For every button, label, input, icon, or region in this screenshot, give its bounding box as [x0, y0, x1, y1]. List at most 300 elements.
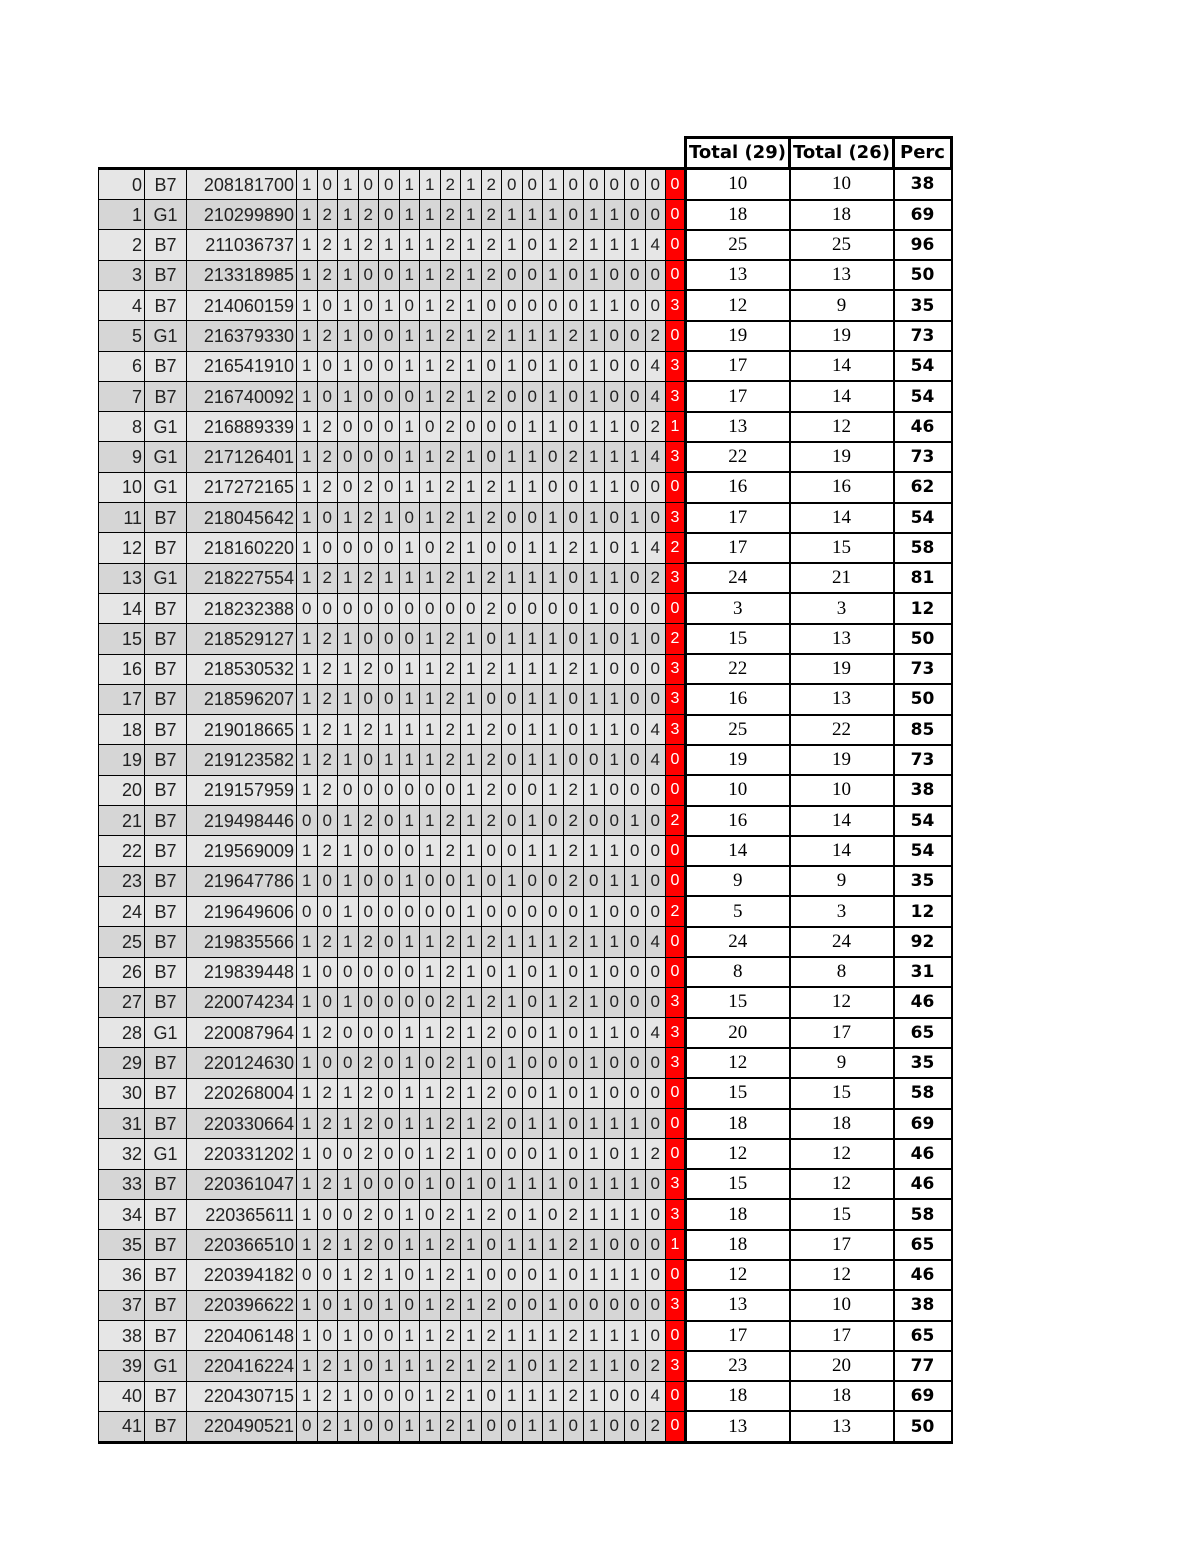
score-cell: 0 [420, 533, 441, 563]
row-index-cell: 34 [99, 1199, 145, 1229]
score-cell: 0 [645, 472, 666, 502]
score-cell: 1 [461, 836, 482, 866]
score-cell: 0 [481, 866, 502, 896]
score-cell: 2 [358, 806, 379, 836]
score-cell: 1 [338, 1230, 359, 1260]
total-26-cell: 10 [790, 169, 894, 200]
group-cell: B7 [145, 806, 187, 836]
score-cell: 0 [338, 472, 359, 502]
group-cell: B7 [145, 836, 187, 866]
score-cell: 1 [297, 775, 318, 805]
score-cell: 2 [563, 1230, 584, 1260]
score-cell: 0 [645, 200, 666, 230]
score-cell: 1 [399, 1351, 420, 1381]
score-cell: 1 [338, 290, 359, 320]
score-cell: 1 [522, 624, 543, 654]
score-cell: 0 [399, 987, 420, 1017]
score-cell: 1 [297, 957, 318, 987]
score-cell: 2 [358, 927, 379, 957]
score-cell: 0 [563, 503, 584, 533]
score-cell: 1 [543, 230, 564, 260]
score-cell: 1 [297, 200, 318, 230]
score-cell: 1 [338, 806, 359, 836]
score-cell: 0 [522, 260, 543, 290]
score-cell: 1 [297, 230, 318, 260]
score-cell: 1 [420, 200, 441, 230]
score-cell: 2 [440, 1139, 461, 1169]
table-row [99, 1048, 952, 1078]
total-26-cell: 13 [790, 260, 894, 290]
score-cell: 0 [317, 1048, 338, 1078]
score-cell: 1 [522, 654, 543, 684]
group-cell: G1 [145, 412, 187, 442]
group-cell: B7 [145, 290, 187, 320]
penalty-cell: 0 [666, 1139, 686, 1169]
score-cell: 1 [399, 230, 420, 260]
score-cell: 0 [379, 1411, 400, 1442]
student-id-cell: 218045642 [187, 503, 297, 533]
score-cell: 0 [645, 836, 666, 866]
score-cell: 1 [297, 412, 318, 442]
score-cell: 0 [625, 1230, 646, 1260]
score-cell: 0 [481, 1230, 502, 1260]
total-26-cell: 12 [790, 1139, 894, 1169]
score-cell: 0 [625, 321, 646, 351]
score-cell: 2 [317, 775, 338, 805]
row-index-cell: 41 [99, 1411, 145, 1442]
table-row [99, 533, 952, 563]
score-cell: 0 [317, 169, 338, 200]
score-cell: 1 [399, 1321, 420, 1351]
group-cell: B7 [145, 230, 187, 260]
score-cell: 1 [399, 321, 420, 351]
score-cell: 0 [338, 593, 359, 623]
total-26-cell: 14 [790, 836, 894, 866]
total-26-cell: 10 [790, 1290, 894, 1320]
score-cell: 1 [399, 351, 420, 381]
score-cell: 1 [584, 1411, 605, 1442]
student-id-cell: 219647786 [187, 866, 297, 896]
score-cell: 0 [502, 1199, 523, 1229]
total-29-cell: 17 [686, 351, 790, 381]
perc-cell: 46 [894, 1169, 952, 1199]
table-row [99, 1290, 952, 1320]
score-cell: 0 [563, 957, 584, 987]
score-cell: 0 [522, 1078, 543, 1108]
score-cell: 1 [522, 321, 543, 351]
score-cell: 0 [543, 442, 564, 472]
score-cell: 2 [317, 1351, 338, 1381]
score-cell: 2 [440, 957, 461, 987]
score-cell: 1 [522, 806, 543, 836]
total-29-cell: 5 [686, 896, 790, 926]
total-29-cell: 13 [686, 1411, 790, 1442]
score-cell: 0 [625, 260, 646, 290]
score-cell: 2 [440, 321, 461, 351]
row-index-cell: 40 [99, 1381, 145, 1411]
score-cell: 1 [543, 624, 564, 654]
total-29-cell: 15 [686, 624, 790, 654]
score-cell: 2 [440, 836, 461, 866]
score-cell: 0 [358, 593, 379, 623]
score-cell: 0 [625, 896, 646, 926]
score-cell: 1 [461, 957, 482, 987]
score-cell: 1 [399, 412, 420, 442]
score-cell: 0 [379, 381, 400, 411]
score-cell: 0 [379, 654, 400, 684]
score-cell: 0 [420, 987, 441, 1017]
score-cell: 1 [420, 957, 441, 987]
table-row [99, 1018, 952, 1048]
score-cell: 0 [358, 260, 379, 290]
penalty-cell: 0 [666, 1109, 686, 1139]
score-cell: 0 [338, 957, 359, 987]
score-cell: 0 [625, 684, 646, 714]
total-26-cell: 14 [790, 806, 894, 836]
group-cell: G1 [145, 563, 187, 593]
score-cell: 2 [440, 987, 461, 1017]
row-index-cell: 7 [99, 381, 145, 411]
score-cell: 2 [440, 200, 461, 230]
score-cell: 1 [338, 563, 359, 593]
score-cell: 1 [461, 1199, 482, 1229]
student-id-cell: 220416224 [187, 1351, 297, 1381]
score-cell: 1 [522, 715, 543, 745]
score-cell: 1 [584, 1260, 605, 1290]
score-cell: 1 [420, 1169, 441, 1199]
score-cell: 1 [625, 1139, 646, 1169]
score-cell: 0 [502, 169, 523, 200]
table-row [99, 290, 952, 320]
score-cell: 1 [338, 169, 359, 200]
student-id-cell: 216740092 [187, 381, 297, 411]
score-cell: 1 [502, 1169, 523, 1199]
score-cell: 0 [379, 957, 400, 987]
score-cell: 1 [584, 1048, 605, 1078]
perc-cell: 65 [894, 1230, 952, 1260]
score-cell: 1 [522, 563, 543, 593]
score-cell: 1 [522, 1381, 543, 1411]
score-cell: 1 [420, 624, 441, 654]
score-cell: 0 [563, 200, 584, 230]
score-cell: 1 [297, 1078, 318, 1108]
score-cell: 1 [604, 200, 625, 230]
group-cell: B7 [145, 381, 187, 411]
score-cell: 0 [563, 351, 584, 381]
score-cell: 0 [461, 412, 482, 442]
score-cell: 1 [420, 351, 441, 381]
total-26-cell: 12 [790, 1169, 894, 1199]
score-cell: 2 [481, 1321, 502, 1351]
perc-cell: 50 [894, 684, 952, 714]
penalty-cell: 0 [666, 957, 686, 987]
score-cell: 0 [358, 1411, 379, 1442]
score-cell: 0 [420, 775, 441, 805]
score-cell: 1 [543, 1169, 564, 1199]
score-cell: 0 [563, 624, 584, 654]
score-cell: 0 [379, 836, 400, 866]
table-row [99, 1351, 952, 1381]
score-cell: 0 [399, 896, 420, 926]
group-cell: B7 [145, 1078, 187, 1108]
student-id-cell: 213318985 [187, 260, 297, 290]
score-cell: 0 [604, 987, 625, 1017]
total-29-cell: 8 [686, 957, 790, 987]
score-cell: 1 [502, 200, 523, 230]
score-cell: 2 [440, 472, 461, 502]
total-26-cell: 18 [790, 200, 894, 230]
group-cell: B7 [145, 987, 187, 1017]
total-26-cell: 13 [790, 624, 894, 654]
perc-cell: 69 [894, 1109, 952, 1139]
score-cell: 1 [461, 1109, 482, 1139]
score-cell: 1 [584, 1018, 605, 1048]
student-id-cell: 220394182 [187, 1260, 297, 1290]
score-cell: 1 [543, 1381, 564, 1411]
score-cell: 0 [522, 1048, 543, 1078]
score-cell: 0 [358, 745, 379, 775]
score-cell: 0 [358, 412, 379, 442]
group-cell: B7 [145, 1109, 187, 1139]
score-cell: 1 [543, 169, 564, 200]
score-cell: 2 [317, 1381, 338, 1411]
total-26-cell: 14 [790, 381, 894, 411]
score-cell: 1 [461, 1139, 482, 1169]
table-row [99, 260, 952, 290]
total-26-cell: 15 [790, 1199, 894, 1229]
row-index-cell: 25 [99, 927, 145, 957]
score-cell: 2 [317, 321, 338, 351]
total-29-cell: 17 [686, 1321, 790, 1351]
total-26-cell: 12 [790, 412, 894, 442]
score-cell: 1 [461, 684, 482, 714]
score-cell: 1 [297, 1109, 318, 1139]
score-cell: 4 [645, 715, 666, 745]
row-index-cell: 10 [99, 472, 145, 502]
score-cell: 0 [379, 1078, 400, 1108]
score-cell: 0 [563, 684, 584, 714]
score-cell: 0 [502, 896, 523, 926]
score-cell: 1 [461, 230, 482, 260]
score-cell: 0 [379, 169, 400, 200]
score-cell: 0 [522, 290, 543, 320]
score-cell: 1 [338, 503, 359, 533]
score-cell: 0 [399, 593, 420, 623]
student-id-cell: 220074234 [187, 987, 297, 1017]
table-row [99, 503, 952, 533]
score-cell: 2 [563, 1351, 584, 1381]
score-cell: 1 [399, 442, 420, 472]
score-cell: 2 [563, 1199, 584, 1229]
table-row [99, 715, 952, 745]
score-cell: 1 [379, 1290, 400, 1320]
score-cell: 0 [338, 442, 359, 472]
score-cell: 1 [338, 1109, 359, 1139]
table-row [99, 624, 952, 654]
score-cell: 0 [379, 200, 400, 230]
score-cell: 1 [543, 927, 564, 957]
score-cell: 2 [481, 200, 502, 230]
score-cell: 0 [420, 866, 441, 896]
score-cell: 0 [625, 472, 646, 502]
student-id-cell: 219649606 [187, 896, 297, 926]
score-cell: 1 [502, 866, 523, 896]
penalty-cell: 3 [666, 1018, 686, 1048]
row-index-cell: 1 [99, 200, 145, 230]
score-cell: 1 [543, 321, 564, 351]
score-cell: 2 [358, 1199, 379, 1229]
score-cell: 1 [297, 1018, 318, 1048]
score-cell: 0 [379, 321, 400, 351]
score-cell: 1 [399, 1199, 420, 1229]
score-cell: 2 [317, 1230, 338, 1260]
score-cell: 1 [543, 1018, 564, 1048]
score-cell: 1 [461, 866, 482, 896]
score-cell: 1 [522, 927, 543, 957]
score-cell: 0 [522, 381, 543, 411]
score-cell: 0 [358, 987, 379, 1017]
score-cell: 1 [379, 230, 400, 260]
score-cell: 0 [379, 927, 400, 957]
score-cell: 1 [625, 533, 646, 563]
score-cell: 2 [358, 1048, 379, 1078]
score-cell: 1 [584, 715, 605, 745]
score-cell: 1 [420, 745, 441, 775]
score-cell: 0 [604, 957, 625, 987]
score-cell: 0 [522, 1139, 543, 1169]
score-cell: 0 [358, 533, 379, 563]
score-cell: 2 [317, 1411, 338, 1442]
score-cell: 0 [358, 1381, 379, 1411]
score-cell: 1 [502, 624, 523, 654]
score-cell: 0 [358, 169, 379, 200]
group-cell: B7 [145, 169, 187, 200]
student-id-cell: 220330664 [187, 1109, 297, 1139]
score-cell: 1 [338, 654, 359, 684]
score-cell: 1 [461, 1321, 482, 1351]
score-cell: 1 [420, 654, 441, 684]
score-cell: 2 [440, 442, 461, 472]
student-id-cell: 220361047 [187, 1169, 297, 1199]
score-cell: 1 [399, 200, 420, 230]
score-cell: 0 [502, 1018, 523, 1048]
score-cell: 2 [440, 412, 461, 442]
score-cell: 1 [604, 836, 625, 866]
penalty-cell: 3 [666, 442, 686, 472]
score-cell: 2 [317, 654, 338, 684]
perc-cell: 69 [894, 200, 952, 230]
score-cell: 0 [645, 624, 666, 654]
score-cell: 1 [543, 987, 564, 1017]
score-cell: 1 [543, 1321, 564, 1351]
group-cell: G1 [145, 472, 187, 502]
perc-cell: 50 [894, 260, 952, 290]
total-26-cell: 13 [790, 1411, 894, 1442]
total-29-cell: 17 [686, 381, 790, 411]
score-cell: 1 [338, 1169, 359, 1199]
penalty-cell: 2 [666, 533, 686, 563]
total-26-cell: 19 [790, 321, 894, 351]
score-cell: 1 [502, 230, 523, 260]
row-index-cell: 8 [99, 412, 145, 442]
perc-cell: 46 [894, 1260, 952, 1290]
penalty-cell: 3 [666, 503, 686, 533]
score-cell: 0 [502, 1139, 523, 1169]
score-cell: 1 [399, 1230, 420, 1260]
score-cell: 2 [358, 715, 379, 745]
score-cell: 1 [543, 1109, 564, 1139]
score-cell: 2 [440, 806, 461, 836]
score-cell: 0 [563, 1109, 584, 1139]
score-cell: 1 [461, 896, 482, 926]
score-cell: 1 [502, 351, 523, 381]
score-cell: 1 [522, 472, 543, 502]
score-cell: 2 [563, 654, 584, 684]
score-cell: 0 [399, 503, 420, 533]
penalty-cell: 0 [666, 593, 686, 623]
score-cell: 0 [481, 1169, 502, 1199]
score-cell: 1 [420, 1018, 441, 1048]
score-cell: 2 [481, 260, 502, 290]
perc-cell: 54 [894, 806, 952, 836]
score-cell: 1 [461, 169, 482, 200]
score-cell: 1 [584, 775, 605, 805]
score-cell: 0 [481, 957, 502, 987]
score-cell: 1 [399, 1048, 420, 1078]
score-cell: 1 [461, 1351, 482, 1381]
total-26-cell: 8 [790, 957, 894, 987]
score-cell: 0 [297, 1411, 318, 1442]
score-cell: 1 [584, 290, 605, 320]
score-cell: 1 [297, 169, 318, 200]
score-table [98, 136, 953, 1444]
score-cell: 1 [379, 1351, 400, 1381]
score-cell: 0 [358, 1321, 379, 1351]
score-cell: 4 [645, 1018, 666, 1048]
score-cell: 1 [297, 1169, 318, 1199]
score-cell: 4 [645, 533, 666, 563]
table-row [99, 381, 952, 411]
perc-cell: 73 [894, 442, 952, 472]
score-cell: 1 [399, 684, 420, 714]
score-cell: 2 [317, 715, 338, 745]
score-cell: 1 [338, 1381, 359, 1411]
score-cell: 1 [584, 684, 605, 714]
row-index-cell: 39 [99, 1351, 145, 1381]
score-cell: 0 [645, 957, 666, 987]
score-cell: 0 [625, 775, 646, 805]
score-cell: 2 [440, 1321, 461, 1351]
score-cell: 0 [625, 1290, 646, 1320]
score-cell: 1 [399, 1078, 420, 1108]
header-perc: Perc [894, 138, 952, 169]
score-cell: 1 [338, 260, 359, 290]
penalty-cell: 3 [666, 1290, 686, 1320]
score-cell: 1 [461, 987, 482, 1017]
score-cell: 1 [543, 1411, 564, 1442]
score-cell: 0 [317, 1260, 338, 1290]
score-cell: 0 [399, 1290, 420, 1320]
score-cell: 1 [604, 927, 625, 957]
table-row [99, 321, 952, 351]
score-cell: 0 [625, 290, 646, 320]
score-cell: 1 [297, 472, 318, 502]
score-cell: 0 [379, 351, 400, 381]
perc-cell: 35 [894, 866, 952, 896]
score-cell: 0 [625, 169, 646, 200]
score-cell: 0 [358, 624, 379, 654]
total-29-cell: 20 [686, 1018, 790, 1048]
